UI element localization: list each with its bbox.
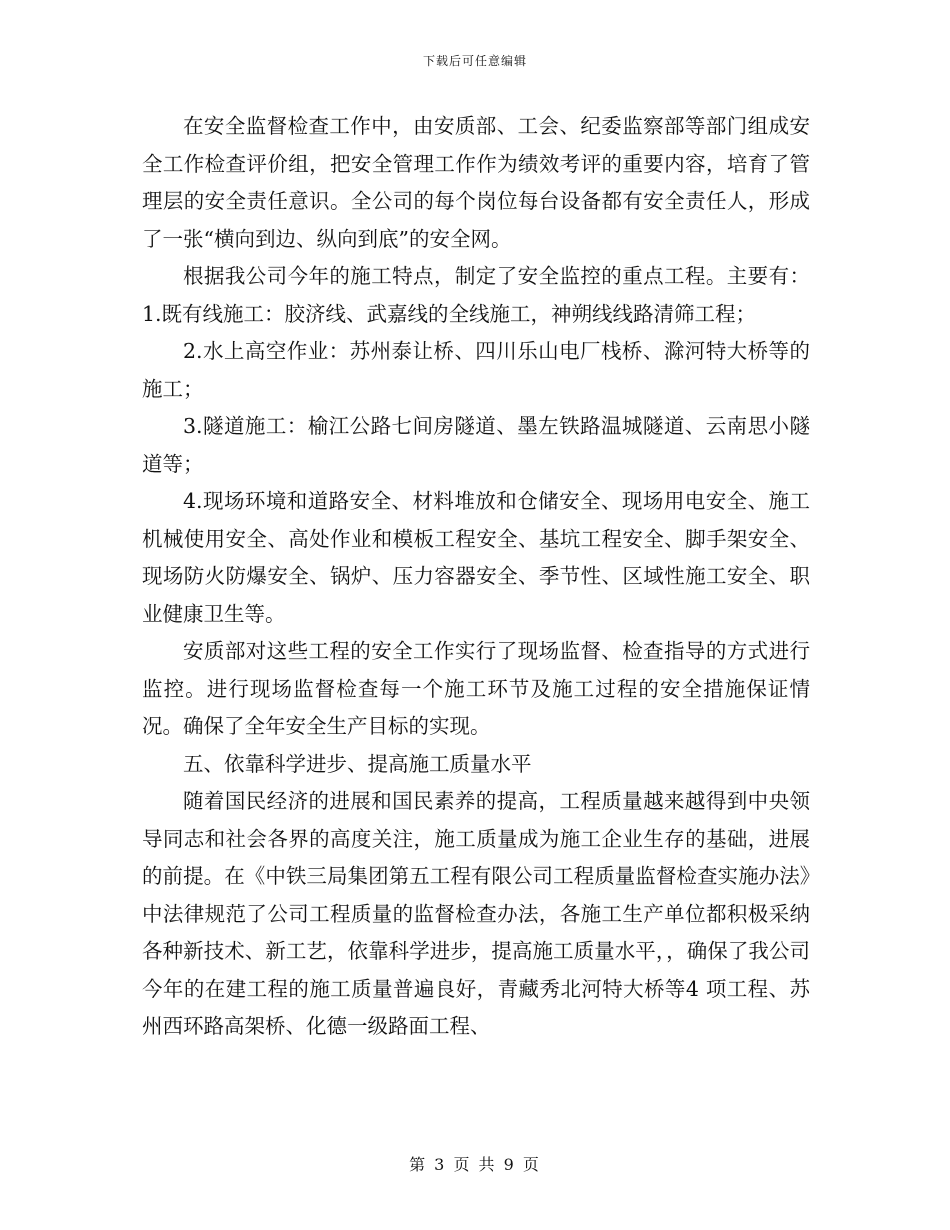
section-heading-quality: 五、依靠科学进步、提高施工质量水平 [183, 751, 532, 776]
paragraph-safety-inspection: 在安全监督检查工作中，由安质部、工会、纪委监察部等部门组成安全工作检查评价组，把安全管理工作作为绩效考评的重要内容，培育了管理层的安全责任意识。全公司的每个岗位每台设备都有安全责任人，形成了一张“横向到边、纵向到底”的安全网。 [142, 114, 810, 251]
paragraph-site-safety-items: 4.现场环境和道路安全、材料堆放和仓储安全、现场用电安全、施工机械使用安全、高处作业和模板工程安全、基坑工程安全、脚手架安全、现场防火防爆安全、锅炉、压力容器安全、季节性、区域性施工安全、职业健康卫生等。 [142, 489, 810, 626]
page-number-footer: 第 3 页 共 9 页 [409, 1155, 541, 1174]
document-body [142, 108, 810, 1046]
paragraph-tunnel-construction: 3.隧道施工：榆江公路七间房隧道、墨左铁路温城隧道、云南思小隧道等； [142, 414, 810, 476]
page-header-note: 下载后可任意编辑 [422, 54, 527, 68]
paragraph-quality-level: 随着国民经济的进展和国民素养的提高，工程质量越来越得到中央领导同志和社会各界的高度关注，施工质量成为施工企业生存的基础，进展的前提。在《中铁三局集团第五工程有限公司工程质量监督检查实施办法》中法律规范了公司工程质量的监督检查办法，各施工生产单位都积极采纳各种新技术、新工艺，依靠科学进步，提高施工质量水平，，确保了我公司今年的在建工程的施工质量普遍良好，青藏秀北河特大桥等4 项工程、苏州西环路高架桥、化德一级路面工程、 [142, 789, 810, 1038]
paragraph-water-high-work: 2.水上高空作业：苏州泰让桥、四川乐山电厂栈桥、滁河特大桥等的施工； [142, 339, 810, 401]
paragraph-supervision: 安质部对这些工程的安全工作实行了现场监督、检查指导的方式进行监控。进行现场监督检查每一个施工环节及施工过程的安全措施保证情况。确保了全年安全生产目标的实现。 [142, 639, 810, 738]
paragraph-key-projects: 根据我公司今年的施工特点，制定了安全监控的重点工程。主要有： 1.既有线施工：胶济线、武嘉线的全线施工，神朔线线路清筛工程； [142, 264, 810, 326]
